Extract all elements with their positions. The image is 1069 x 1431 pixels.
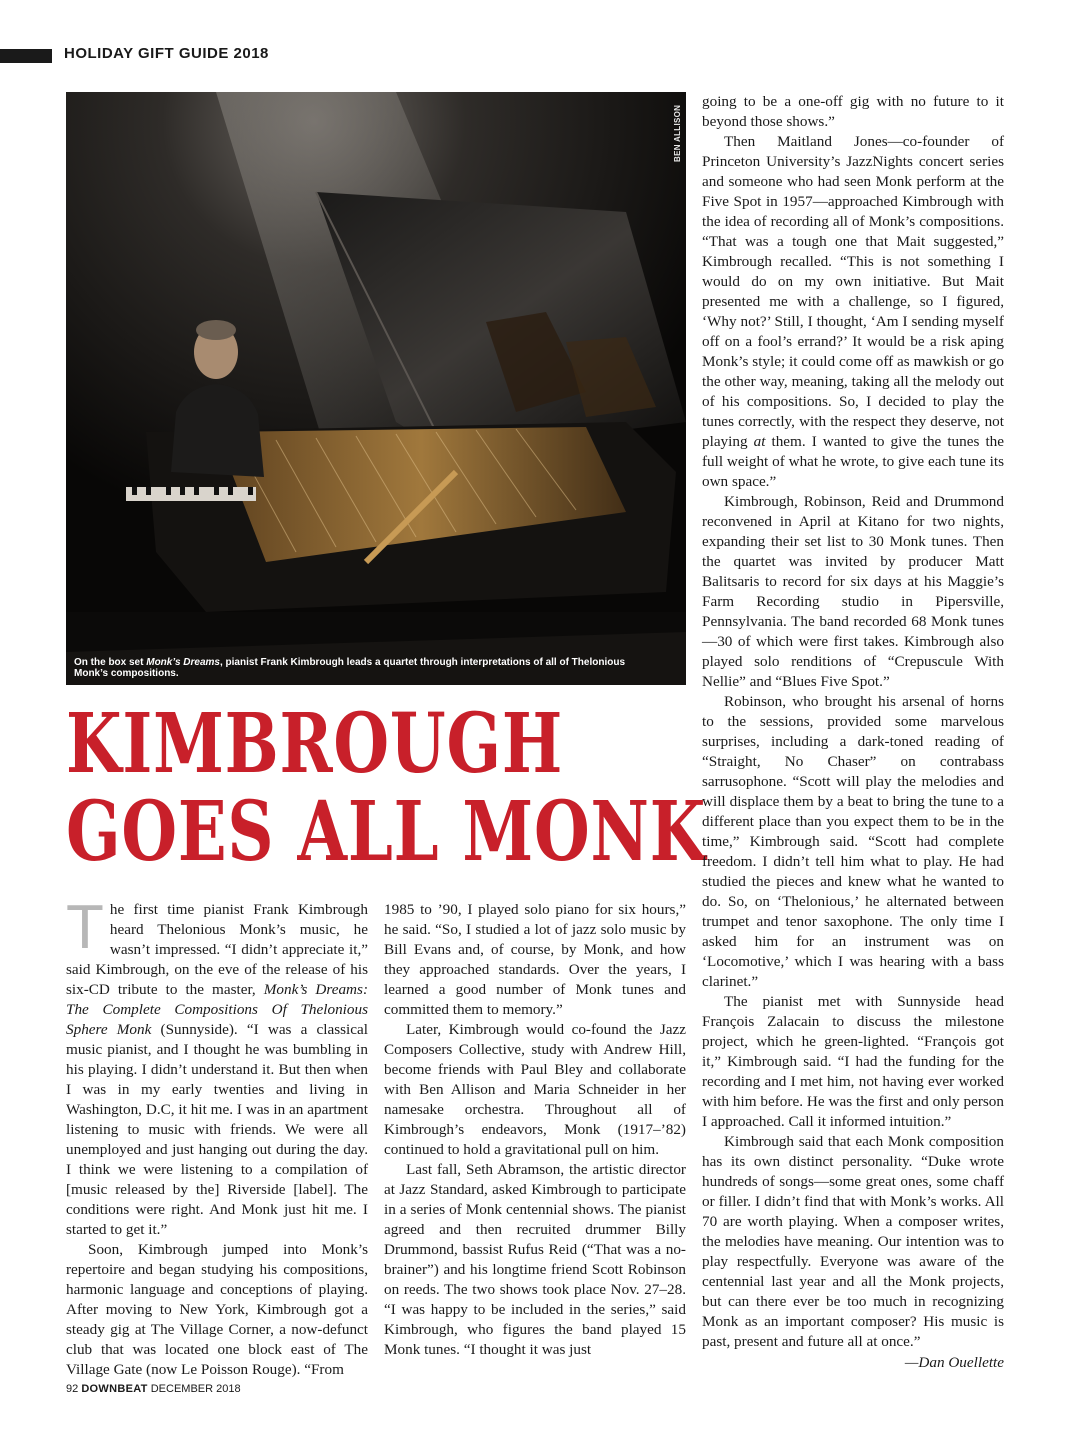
- issue-date: DECEMBER 2018: [150, 1383, 241, 1395]
- caption-text-end: , pianist Frank Kimbrough leads a quartet through interpretations of all of Thelonious Monk’s compositions.: [74, 657, 626, 679]
- paragraph-5-text-b: them. I wanted to give the tunes the full weight of what he wrote, to give each tune its own space.”: [702, 433, 1004, 490]
- photo-caption: [74, 657, 634, 679]
- drop-cap: T: [66, 893, 104, 962]
- album-title: Monk’s Dreams: The Complete Compositions Of Thelonious Sphere Monk: [66, 981, 368, 1038]
- magazine-name: DOWNBEAT: [81, 1383, 148, 1395]
- headline: [66, 696, 707, 880]
- paragraph-5-text-a: Then Maitland Jones—co-founder of Princeton University’s JazzNights concert series and someone who had seen Monk perform at the Five Spot in 1957—approached Kimbrough with the idea of recording all of Monk’s compositions. “That was a tough one that Mait suggested,” Kimbrough recalled. “This is not something I would do on my own initiative. But Mait presented me with a challenge, so I figured, ‘Why not?’ Still, I thought, ‘Am I sending myself off on a fool’s errand?’ It would be a risk aping Monk’s style; it could come off as mawkish or go the other way, meaning, taking all the melody out of his compositions. So, I decided to play the tunes correctly, with the respect they deserve, not playing: [702, 133, 1004, 450]
- article-photo: [66, 92, 686, 685]
- paragraph-9: Kimbrough said that each Monk composition has its own distinct personality. “Duke wrote hundreds of songs—some great ones, some chaff or filler. I didn’t find that with Monk’s works. All 70 are worth playing. When a composer writes, the melodies have meaning. Our intention was to play respectfully. Everyone was aware of the centennial last year and all the Monk projects, but can there ever be too much in recognizing Monk as an important composer? His music is past, present and future all at once.”: [702, 1133, 1004, 1350]
- author-signoff: —Dan Ouellette: [904, 1354, 1004, 1371]
- paragraph-7: Robinson, who brought his arsenal of horns to the sessions, provided some marvelous surprises, including a dark-toned reading of “Straight, No Chaser” on contrabass sarrusophone. “Scott will play the melodies and will displace them by a beat to bring the tune to a different place than you expect them to be in the time,” Kimbrough said. “Scott had complete freedom. I didn’t tell him what to play. He had studied the pieces and knew what he wanted to do. So, on ‘Thelonious,’ he alternated between trumpet and tenor saxophone. The only time I asked him for an instrument was on ‘Locomotive,’ which I was hearing with a bass clarinet.”: [702, 693, 1004, 990]
- headline-line-1: KIMBROUGH: [66, 696, 564, 792]
- headline-line-2: GOES ALL MONK: [66, 784, 707, 880]
- paragraph-1: [66, 893, 368, 1240]
- paragraph-4-continued: going to be a one-off gig with no future to it beyond those shows.”: [702, 93, 1004, 130]
- article-column-2: [384, 900, 686, 1360]
- paragraph-8: The pianist met with Sunnyside head François Zalacain to discuss the milestone project, which he green-lighted. “François got it,” Kimbrough said. “I had the funding for the recording and I met him, not having ever worked with him before. He was the first and only person I approached. Call it informed intuition.”: [702, 993, 1004, 1130]
- section-label: HOLIDAY GIFT GUIDE 2018: [64, 45, 269, 62]
- caption-text: On the box set: [74, 657, 147, 668]
- paragraph-6: Kimbrough, Robinson, Reid and Drummond reconvened in April at Kitano for two nights, expanding their set list to 30 Monk tunes. Then the quartet was invited by producer Matt Balitsaris to record for six days at his Maggie’s Farm Recording studio in Pipersville, Pennsylvania. The band recorded 68 Monk tunes—30 of which were first takes. Kimbrough also played solo renditions of “Crepuscule With Nellie” and “Blues Five Spot.”: [702, 493, 1004, 690]
- paragraph-1-text-a: he first time pianist Frank Kimbrough heard Thelonious Monk’s music, he wasn’t impressed. “I didn’t appreciate it,” said Kimbrough, on the eve of the release of his six-CD tribute to the master,: [66, 901, 368, 998]
- article-column-1: [66, 893, 368, 1380]
- paragraph-4: Last fall, Seth Abramson, the artistic director at Jazz Standard, asked Kimbrough to participate in a series of Monk centennial shows. The pianist agreed and then recruited drummer Billy Drummond, bassist Rufus Reid (“That was a no-brainer”) and his longtime friend Scott Robinson on reeds. The two shows took place Nov. 27–28. “I was happy to be included in the series,” said Kimbrough, who figures the band played 15 Monk tunes. “I thought it was just: [384, 1161, 686, 1358]
- photo-credit: BEN ALLISON: [673, 104, 682, 162]
- emphasis-at: at: [753, 433, 766, 450]
- page-number: 92: [66, 1383, 79, 1395]
- page-footer: [66, 1383, 241, 1395]
- paragraph-1-text-b: (Sunnyside). “I was a classical music pianist, and I thought he was bumbling in his playing. I didn’t understand it. But then when I was in my early twenties and living in Washington, D.C, it hit me. I was in an apartment listening to music with friends. We were all unemployed and just hanging out during the day. I think we were listening to a compilation of [music released by the] Riverside [label]. The conditions were right. And Monk just hit me. I started to get it.”: [66, 1021, 368, 1238]
- caption-title: Monk’s Dreams: [146, 657, 220, 668]
- paragraph-3: Later, Kimbrough would co-found the Jazz Composers Collective, study with Andrew Hill, become friends with Paul Bley and collaborate with Ben Allison and Maria Schneider in her namesake orchestra. Throughout all of Kimbrough’s endeavors, Monk (1917–’82) continued to hold a gravitational pull on him.: [384, 1021, 686, 1158]
- paragraph-2-continued: 1985 to ’90, I played solo piano for six hours,” he said. “So, I studied a lot of jazz solo music by Bill Evans and, of course, by Monk, and how they approached standards. Over the years, I learned a good number of Monk tunes and committed them to memory.”: [384, 901, 686, 1018]
- paragraph-5: [702, 132, 1004, 492]
- article-column-3: [702, 92, 1004, 1373]
- pianist-photo-illustration: [66, 92, 686, 685]
- header-bar: [0, 49, 52, 63]
- paragraph-2: Soon, Kimbrough jumped into Monk’s repertoire and began studying his compositions, harmonic language and conceptions of playing. After moving to New York, Kimbrough got a steady gig at The Village Corner, a now-defunct club that was located one block east of The Village Gate (now Le Poisson Rouge). “From: [66, 1241, 368, 1378]
